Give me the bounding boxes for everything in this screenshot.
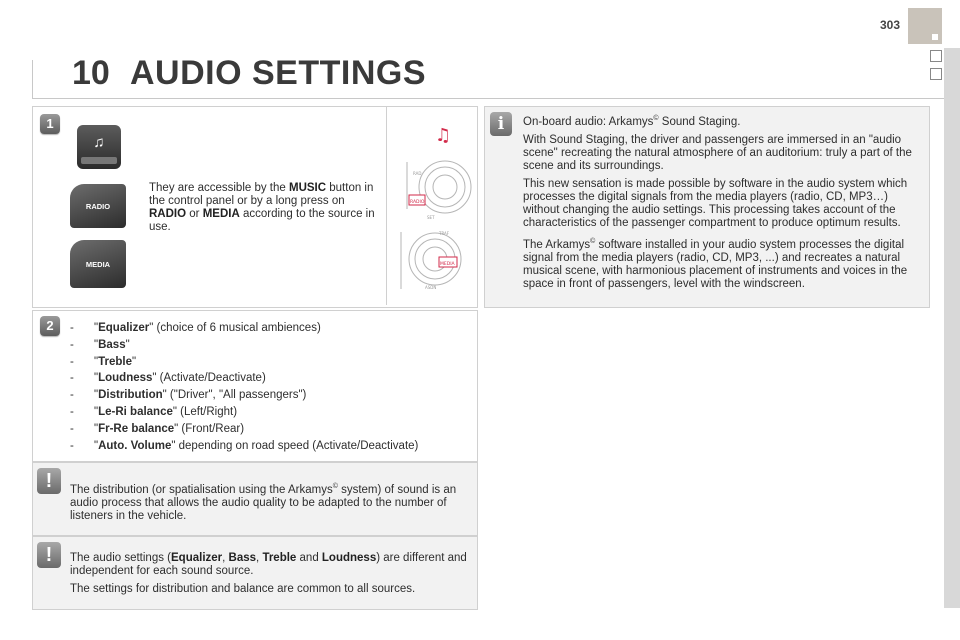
svg-text:♫: ♫: [435, 125, 452, 146]
svg-text:RAD: RAD: [413, 171, 422, 176]
title-rule: [32, 98, 944, 99]
warning2-text: The audio settings (Equalizer, Bass, Treble and Loudness) are different and independent for each sound source. The settings for distribution and balance are common to all sources.: [70, 552, 467, 595]
page-number: 303: [880, 18, 901, 32]
corner-tab: [908, 8, 942, 44]
warning1-text: The distribution (or spatialisation using the Arkamys© system) of sound is an audio process that allows the audio quality to be adapted to the number of listeners in the vehicle.: [70, 483, 457, 522]
svg-text:MEDIA: MEDIA: [440, 262, 455, 267]
list-item: - "Le-Ri balance" (Left/Right): [70, 405, 238, 418]
page-edge-strip: [944, 48, 960, 608]
title-decoration: [32, 60, 77, 98]
svg-text:RADIO: RADIO: [410, 200, 425, 205]
svg-text:SET: SET: [427, 215, 435, 220]
warning-icon: !: [37, 542, 61, 568]
list-item: - "Distribution" ("Driver", "All passengers"): [70, 389, 307, 402]
list-item: - "Treble": [70, 355, 137, 368]
list-item: - "Fr-Re balance" (Front/Rear): [70, 422, 245, 435]
media-button-image: MEDIA: [70, 240, 126, 288]
warning-icon: !: [37, 468, 61, 494]
step-badge-2: 2: [40, 316, 60, 336]
list-item: - "Equalizer" (choice of 6 musical ambiences): [70, 322, 321, 334]
radio-button-image: RADIO: [70, 184, 126, 228]
checkbox-square-icon: [930, 50, 942, 62]
checkbox-square-icon: [930, 68, 942, 80]
music-button-image: [77, 125, 121, 169]
music-note-icon: ♫: [93, 134, 105, 151]
control-panel-drawing: [387, 107, 477, 305]
list-item: - "Bass": [70, 338, 130, 351]
list-item: - "Auto. Volume" depending on road speed (Activate/Deactivate): [70, 439, 419, 452]
audio-settings-list: [70, 320, 418, 454]
step-badge-1: 1: [40, 114, 60, 134]
svg-text:TRAF: TRAF: [439, 231, 450, 236]
control-panel-illustration: [386, 107, 477, 305]
chapter-title: AUDIO SETTINGS: [130, 54, 427, 92]
list-item: - "Loudness" (Activate/Deactivate): [70, 372, 266, 385]
step1-text: They are accessible by the MUSIC button in the control panel or by a long press on RADIO or MEDIA according to the source in use.: [149, 182, 375, 233]
info-icon: i: [490, 112, 512, 136]
info-text: On-board audio: Arkamys© Sound Staging. With Sound Staging, the driver and passengers are immersed in an "audio scene" recreating the natural atmosphere of an auditorium: truly a part of the scene and its surroundings. This new sensation is made possible by software in the audio system which processes the digital signals from the media players (radio, CD, MP3…) without changing the audio settings. This processing takes account of the characteristics of the passenger compartment to produce optimum results. The Arkamys© software installed in your audio system processes the digital signal from the media players (radio, CD, MP3, ...) and recreates a natural musical scene, with harmonious placement of instruments and voices in the space in front of passengers, level with the windscreen.: [523, 115, 912, 290]
svg-text:ASDN: ASDN: [425, 285, 437, 290]
chapter-number: 10: [72, 54, 110, 92]
